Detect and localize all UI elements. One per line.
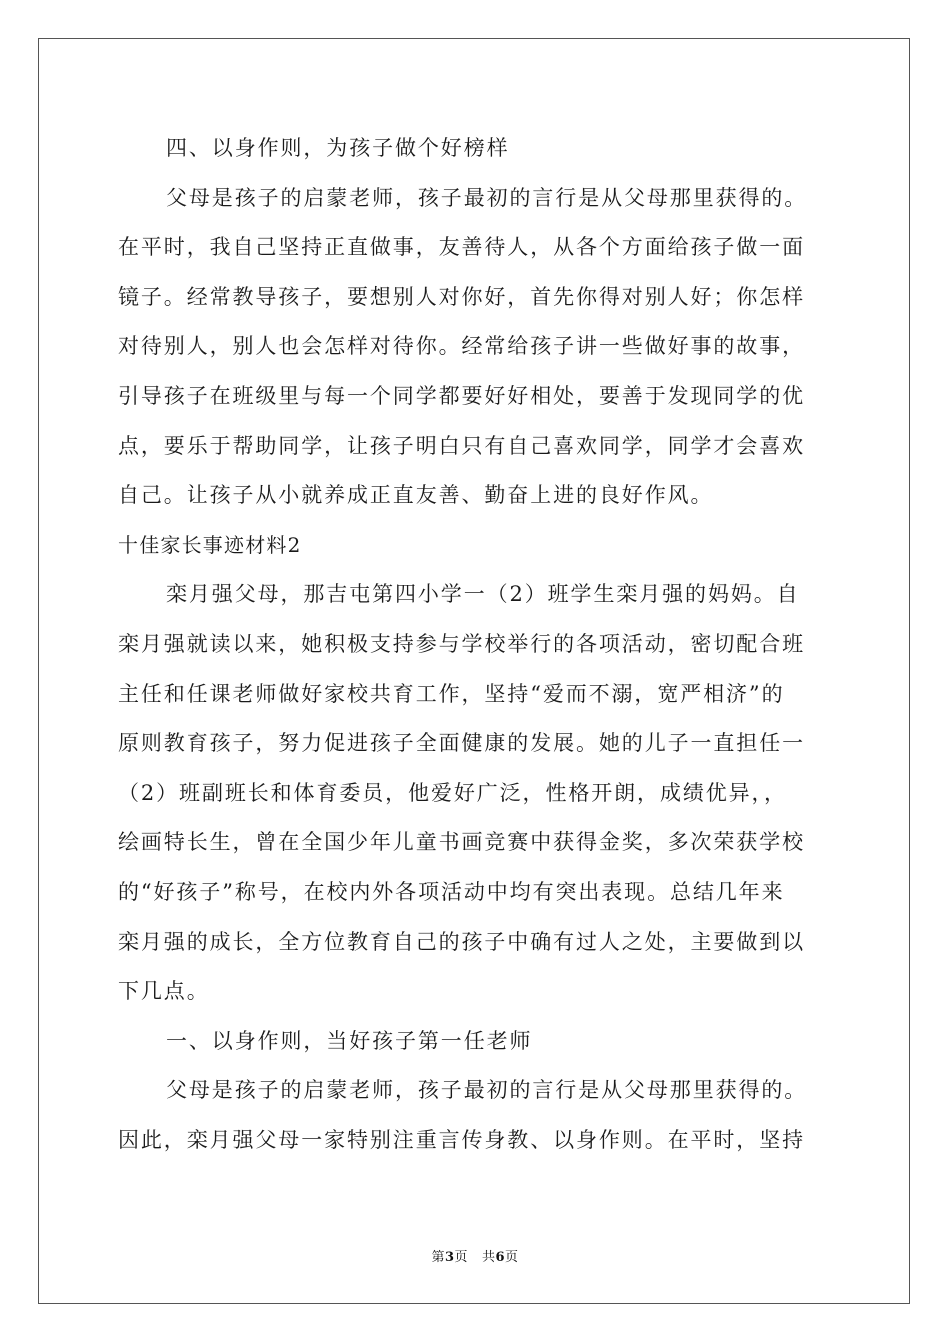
paragraph-line: （2）班副班长和体育委员，他爱好广泛，性格开朗，成绩优异，， xyxy=(118,780,787,805)
document-body xyxy=(118,124,832,1165)
paragraph-line: 对待别人，别人也会怎样对待你。经常给孩子讲一些做好事的故事， xyxy=(118,334,805,359)
paragraph-line: 四、以身作则，为孩子做个好榜样 xyxy=(166,136,510,160)
paragraph-line: 原则教育孩子，努力促进孩子全面健康的发展。她的儿子一直担任一 xyxy=(118,731,805,756)
paragraph-line: 父母是孩子的启蒙老师，孩子最初的言行是从父母那里获得的。 xyxy=(166,1078,808,1103)
paragraph-line: 栾月强就读以来，她积极支持参与学校举行的各项活动，密切配合班 xyxy=(118,631,805,656)
page-footer xyxy=(0,1246,950,1265)
page-number: 3 xyxy=(444,1250,455,1265)
paragraph-line: 因此，栾月强父母一家特别注重言传身教、以身作则。在平时，坚持 xyxy=(118,1127,805,1152)
page-prefix: 第 xyxy=(431,1250,445,1265)
paragraph-line: 一、以身作则，当好孩子第一任老师 xyxy=(166,1028,533,1053)
paragraph-line: 镜子。经常教导孩子，要想别人对你好，首先你得对别人好；你怎样 xyxy=(118,284,805,309)
paragraph-line: 栾月强父母，那吉屯第四小学一（2）班学生栾月强的妈妈。自 xyxy=(166,582,800,607)
total-pages: 6 xyxy=(495,1250,506,1265)
section-title: 十佳家长事迹材料2 xyxy=(118,532,302,557)
paragraph-line: 父母是孩子的启蒙老师，孩子最初的言行是从父母那里获得的。 xyxy=(166,185,808,210)
page-suffix: 页 xyxy=(454,1250,469,1265)
total-suffix: 页 xyxy=(505,1250,519,1265)
paragraph-line: 的“好孩子”称号，在校内外各项活动中均有突出表现。总结几年来 xyxy=(118,879,785,904)
paragraph-line: 点，要乐于帮助同学，让孩子明白只有自己喜欢同学，同学才会喜欢 xyxy=(118,433,805,458)
total-prefix: 共 xyxy=(481,1250,496,1265)
paragraph-line: 绘画特长生，曾在全国少年儿童书画竞赛中获得金奖，多次荣获学校 xyxy=(118,830,805,855)
paragraph-line: 在平时，我自己坚持正直做事，友善待人，从各个方面给孩子做一面 xyxy=(118,235,805,260)
paragraph-line: 下几点。 xyxy=(118,979,210,1004)
paragraph-line: 引导孩子在班级里与每一个同学都要好好相处，要善于发现同学的优 xyxy=(118,383,805,408)
paragraph-line: 自己。让孩子从小就养成正直友善、勤奋上进的良好作风。 xyxy=(118,483,714,508)
paragraph-line: 主任和任课老师做好家校共育工作，坚持“爱而不溺，宽严相济”的 xyxy=(118,681,785,706)
paragraph-line: 栾月强的成长，全方位教育自己的孩子中确有过人之处，主要做到以 xyxy=(118,929,805,954)
